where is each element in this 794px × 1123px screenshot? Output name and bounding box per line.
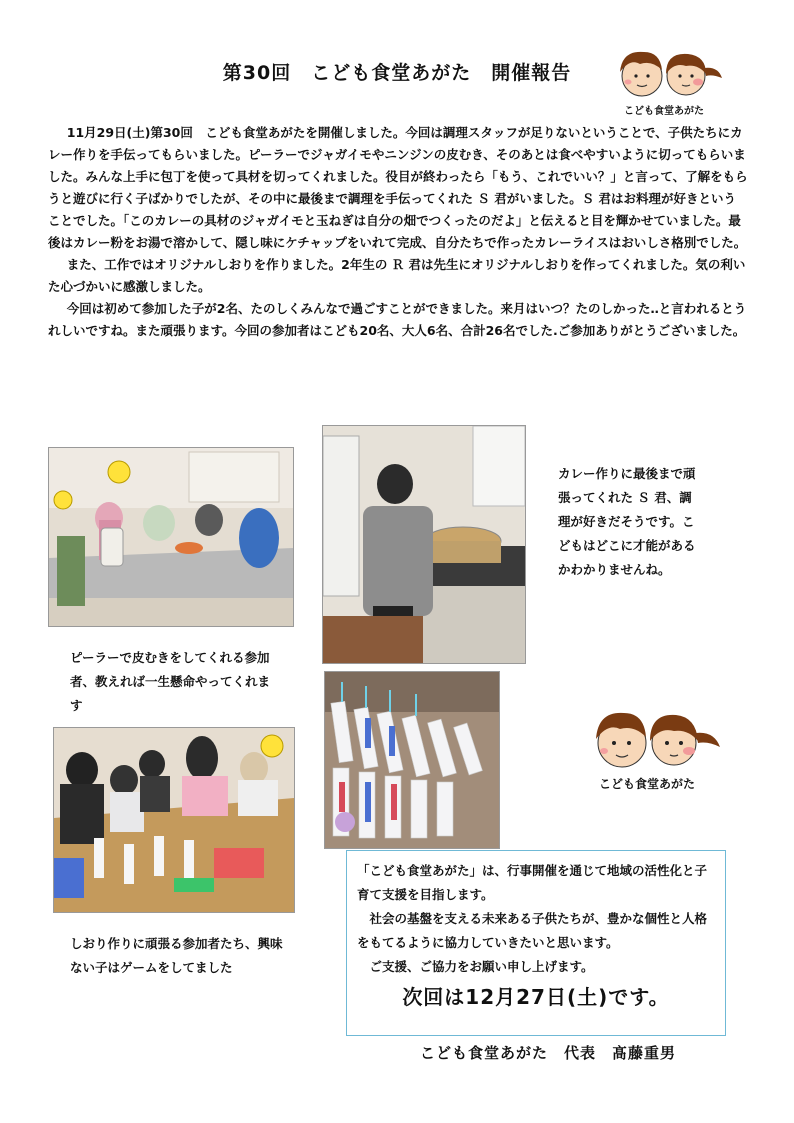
mascot-logo: [594, 44, 734, 117]
signature: こども食堂あがた 代表 髙藤重男: [420, 1044, 677, 1062]
report-paragraph: 今回は初めて参加した子が2名、たのしくみんなで過ごすことができました。来月はいつ？たのしかった‥と言われるとうれしいですね。また頑張ります。今回の参加者はこども20名、大人6名、合計26名でした.ご参加ありがとうございました。: [48, 301, 747, 338]
mascot-logo-large: [566, 705, 728, 789]
info-request: ご支援、ご協力をお願い申し上げます。: [369, 959, 594, 974]
caption-peeling: ピーラーで皮むきをしてくれる参加者、教えれば一生懸命やってくれます: [70, 650, 271, 713]
photo-cooking: [322, 425, 526, 664]
mascot-kids-icon: [594, 44, 734, 98]
photo-bookmarks: [324, 671, 500, 849]
mascot-label: こども食堂あがた: [598, 777, 695, 791]
info-box: [346, 850, 726, 1036]
report-body: [48, 122, 748, 342]
page-title: 第30回 こども食堂あがた 開催報告: [222, 62, 572, 84]
photo-bookmark-making: [53, 727, 295, 913]
photo-peeling: [48, 447, 294, 627]
caption-bookmark: しおり作りに頑張る参加者たち、興味ない子はゲームをしてました: [70, 936, 283, 975]
info-mission: 「こども食堂あがた」は、行事開催を通じて地域の活性化と子育て支援を目指します。: [357, 863, 708, 902]
next-event: 次回は12月27日(土)です。: [402, 985, 670, 1009]
mascot-kids-icon: [566, 705, 728, 771]
mascot-label: こども食堂あがた: [624, 106, 704, 117]
info-goal: 社会の基盤を支える未来ある子供たちが、豊かな個性と人格をもてるように協力していきたいと思います。: [357, 911, 708, 950]
caption-cooking: カレー作りに最後まで頑張ってくれた Ｓ 君、調理が好きだそうです。こどもはどこに才能があるかわかりませんね。: [558, 466, 696, 577]
report-paragraph: 11月29日(土)第30回 こども食堂あがたを開催しました。今回は調理スタッフが足りないということで、子供たちにカレー作りを手伝ってもらいました。ピーラーでジャガイモやニンジンの皮むき、そのあとは食べやすいように切ってもらいました。みんな上手に包丁を使って具材を切ってくれました。役目が終わったら「もう、これでいい？」と言って、了解をもらうと遊びに行く子ばかりでしたが、その中に最後まで調理を手伝ってくれた Ｓ 君がいました。Ｓ 君はお料理が好きということでした。「このカレーの具材のジャガイモと玉ねぎは自分の畑でつくったのだよ」と伝えると目を輝かせていました。最後はカレー粉をお湯で溶かして、隠し味にケチャップをいれて完成、自分たちで作ったカレーライスはおいしさ格別でした。: [48, 125, 748, 250]
report-paragraph: また、工作ではオリジナルしおりを作りました。2年生の Ｒ 君は先生にオリジナルしおりを作ってくれました。気の利いた心づかいに感激しました。: [48, 257, 746, 294]
